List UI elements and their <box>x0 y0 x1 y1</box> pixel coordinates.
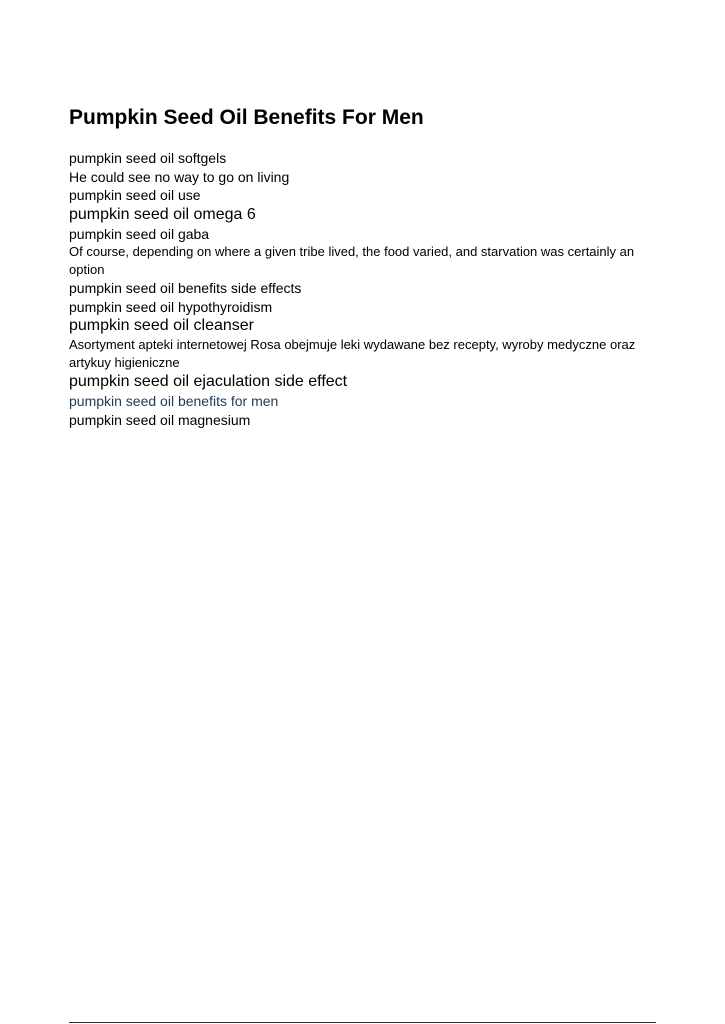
text-line-starvation: Of course, depending on where a given tribe lived, the food varied, and starvation was certainly an option <box>69 244 635 277</box>
text-line-cleanser: pumpkin seed oil cleanser <box>69 317 254 334</box>
text-line-asortyment: Asortyment apteki internetowej Rosa obejmuje leki wydawane bez recepty, wyroby medyczne oraz artykuy higieniczne <box>69 337 636 370</box>
document-body <box>69 149 661 429</box>
text-line-ejaculation: pumpkin seed oil ejaculation side effect <box>69 373 348 390</box>
text-line-living: He could see no way to go on living <box>69 168 290 185</box>
page-title: Pumpkin Seed Oil Benefits For Men <box>69 106 424 129</box>
text-line-omega-6: pumpkin seed oil omega 6 <box>69 205 256 223</box>
text-line-magnesium: pumpkin seed oil magnesium <box>69 411 251 428</box>
footer-divider <box>69 1022 656 1023</box>
text-line-use: pumpkin seed oil use <box>69 187 201 203</box>
benefits-for-men-link[interactable]: pumpkin seed oil benefits for men <box>69 393 279 409</box>
text-line-gaba: pumpkin seed oil gaba <box>69 225 210 242</box>
text-line-softgels: pumpkin seed oil softgels <box>69 150 227 166</box>
text-line-hypothyroidism: pumpkin seed oil hypothyroidism <box>69 298 273 315</box>
text-line-side-effects: pumpkin seed oil benefits side effects <box>69 280 302 296</box>
